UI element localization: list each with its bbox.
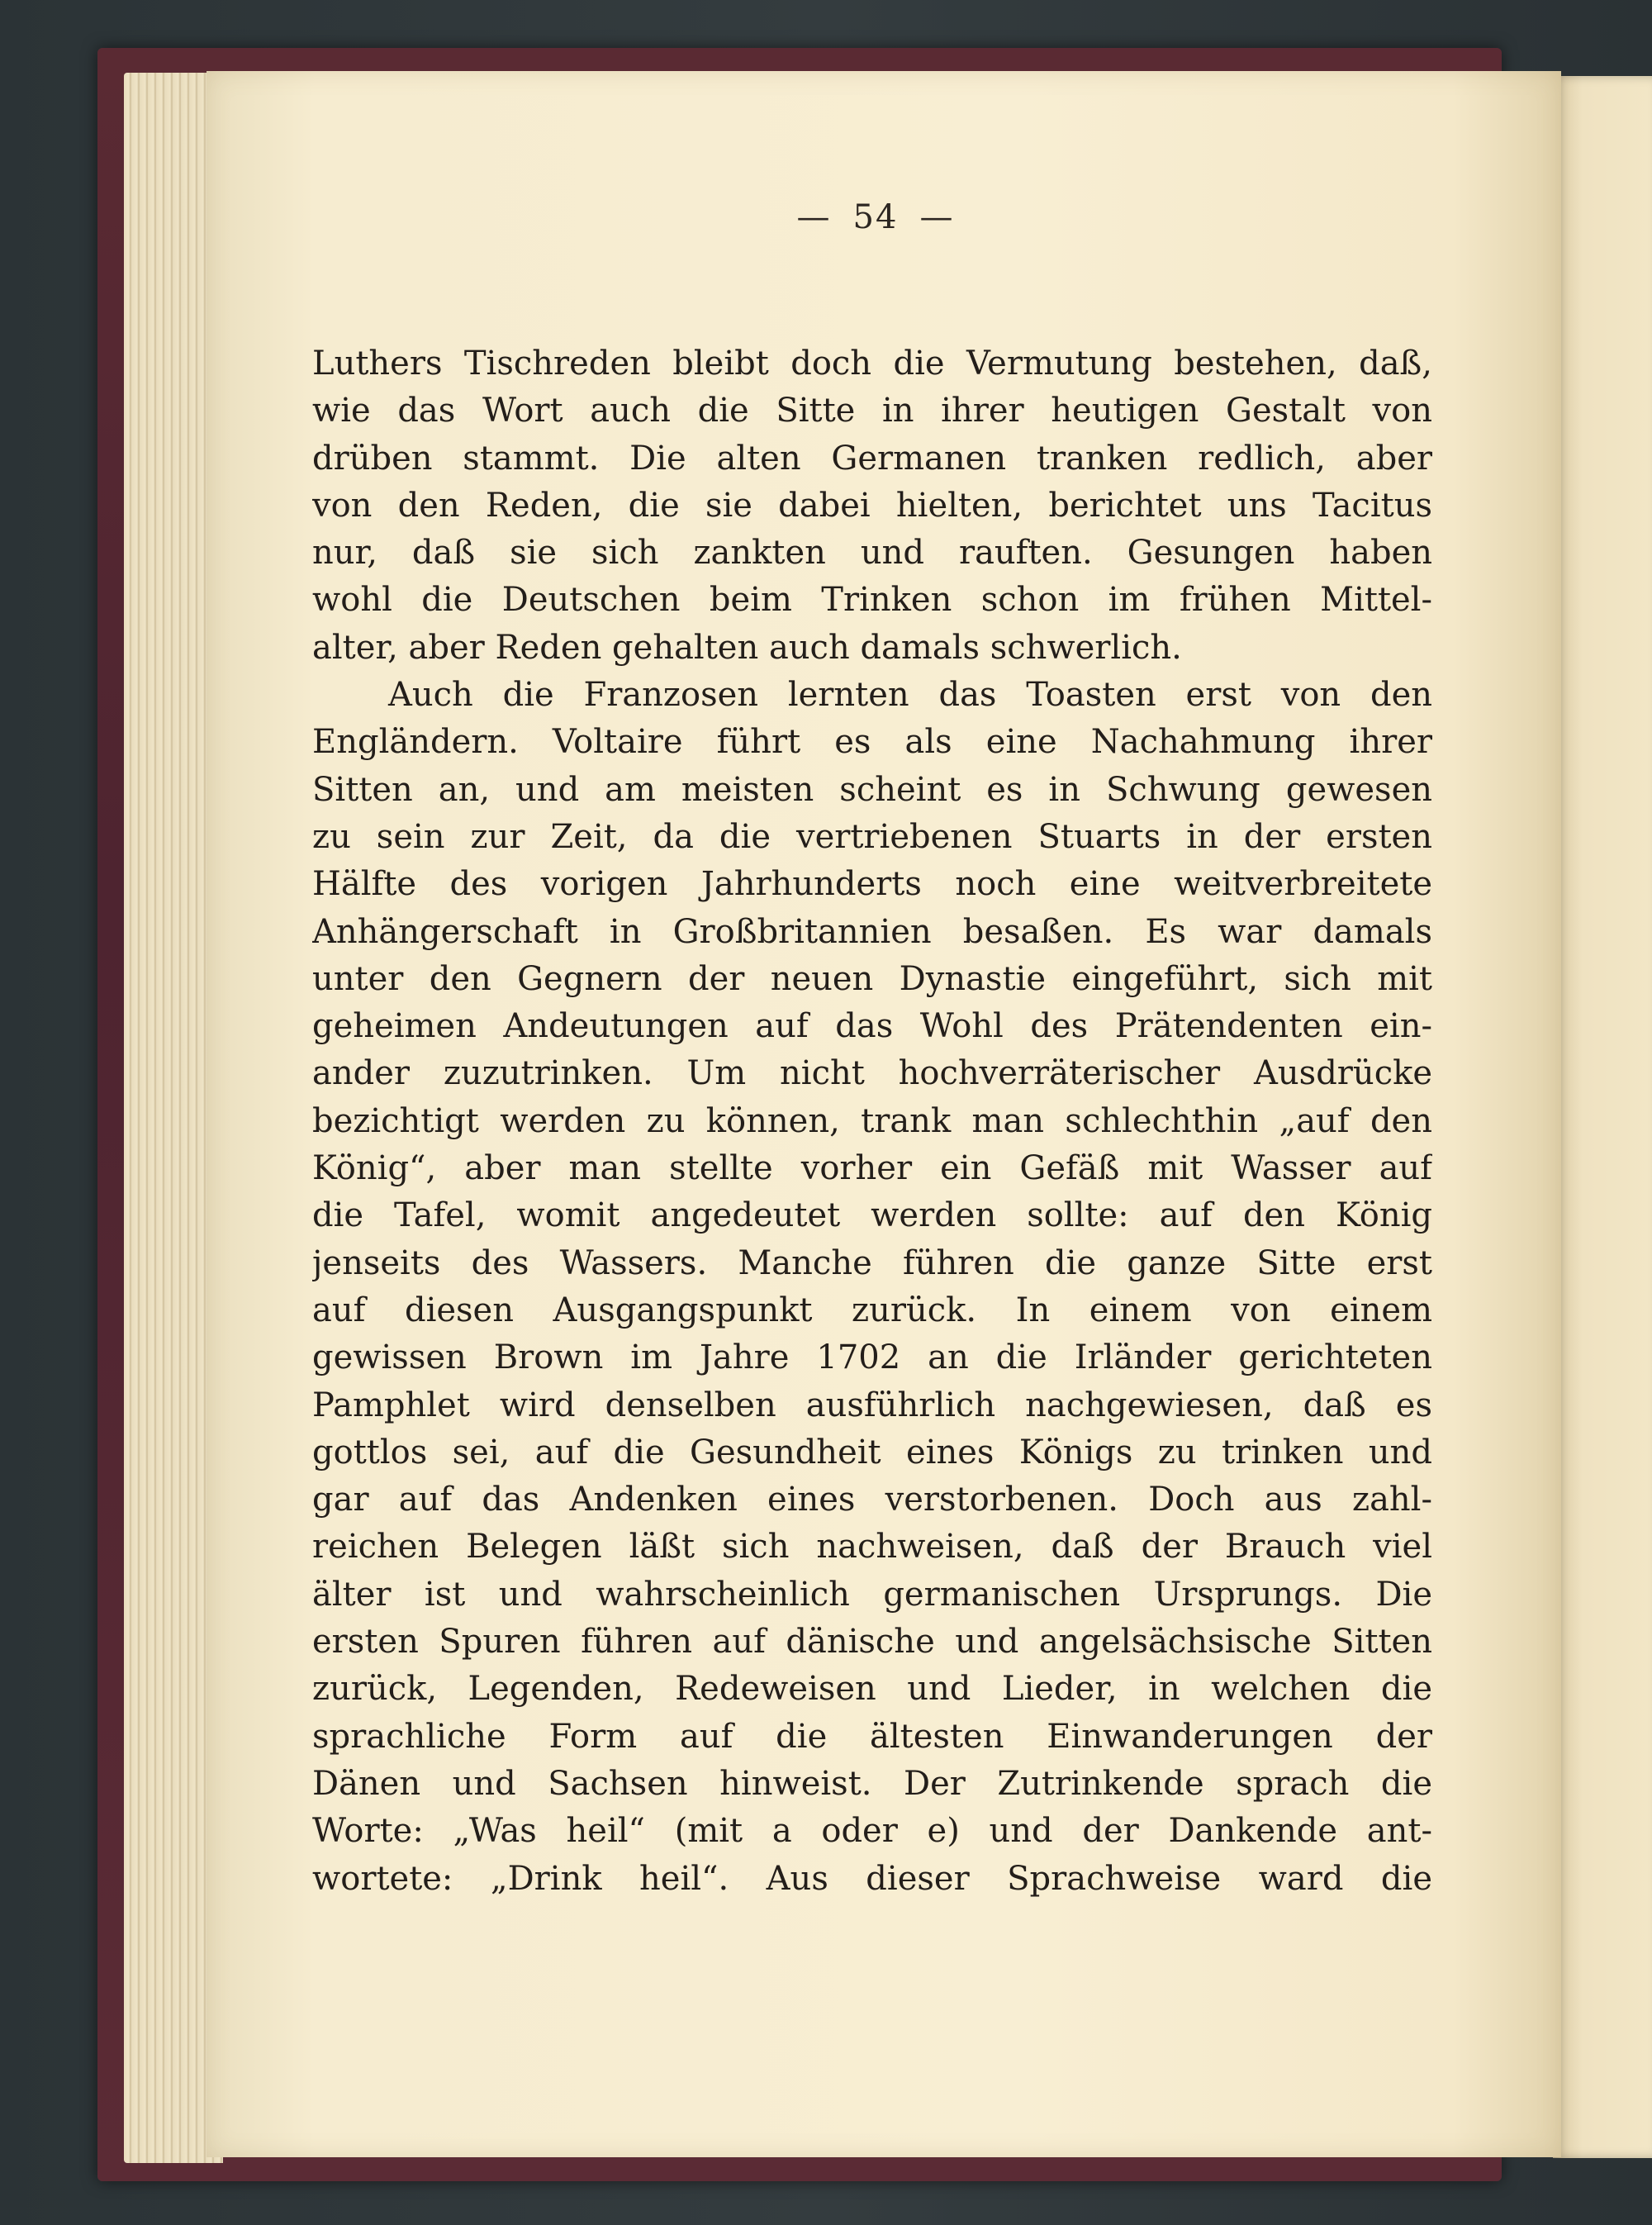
text-line: Anhängerschaft in Großbritannien besaßen. Es war damals	[312, 912, 1432, 951]
text-line: nur, daß sie sich zankten und rauften. Gesungen haben	[312, 534, 1432, 573]
text-line: älter ist und wahrscheinlich germanischen Ursprungs. Die	[312, 1575, 1432, 1614]
text-line: zurück, Legenden, Redeweisen und Lieder, in welchen die	[312, 1670, 1432, 1709]
text-line: König“, aber man stellte vorher ein Gefäß mit Wasser auf	[312, 1149, 1432, 1188]
text-line: Worte: „Was heil“ (mit a oder e) und der Dankende ant-	[312, 1812, 1432, 1851]
text-line: Auch die Franzosen lernten das Toasten erst von den	[388, 676, 1432, 715]
text-line: alter, aber Reden gehalten auch damals schwerlich.	[312, 628, 1182, 667]
text-line: Engländern. Voltaire führt es als eine Nachahmung ihrer	[312, 723, 1432, 762]
text-line: Pamphlet wird denselben ausführlich nachgewiesen, daß es	[312, 1386, 1432, 1424]
text-line: ersten Spuren führen auf dänische und angelsächsische Sitten	[312, 1623, 1432, 1662]
text-line: Sitten an, und am meisten scheint es in Schwung gewesen	[312, 770, 1432, 809]
text-line: Hälfte des vorigen Jahrhunderts noch eine weitverbreitete	[312, 865, 1432, 904]
text-line: zu sein zur Zeit, da die vertriebenen Stuarts in der ersten	[312, 817, 1432, 856]
text-line: reichen Belegen läßt sich nachweisen, daß der Brauch viel	[312, 1528, 1432, 1567]
dash-right: —	[919, 198, 955, 236]
text-line: die Tafel, womit angedeutet werden sollte: auf den König	[312, 1196, 1432, 1235]
text-line: von den Reden, die sie dabei hielten, berichtet uns Tacitus	[312, 486, 1432, 525]
text-line: auf diesen Ausgangspunkt zurück. In einem von einem	[312, 1291, 1432, 1329]
text-line: gottlos sei, auf die Gesundheit eines Königs zu trinken und	[312, 1433, 1432, 1471]
text-line: jenseits des Wassers. Manche führen die ganze Sitte erst	[312, 1243, 1432, 1282]
text-line: bezichtigt werden zu können, trank man schlechthin „auf den	[312, 1101, 1432, 1140]
text-line: wohl die Deutschen beim Trinken schon im frühen Mittel-	[312, 581, 1432, 620]
text-line: sprachliche Form auf die ältesten Einwanderungen der	[312, 1717, 1432, 1756]
body-text	[312, 340, 1432, 1903]
facing-page-edge	[1553, 76, 1652, 2158]
text-line: ander zuzutrinken. Um nicht hochverräterischer Ausdrücke	[312, 1054, 1432, 1093]
text-line: gewissen Brown im Jahre 1702 an die Irländer gerichteten	[312, 1338, 1432, 1377]
text-line: Dänen und Sachsen hinweist. Der Zutrinkende sprach die	[312, 1764, 1432, 1803]
page-number: 54	[852, 198, 899, 236]
text-line: unter den Gegnern der neuen Dynastie eingeführt, sich mit	[312, 959, 1432, 998]
text-line: wie das Wort auch die Sitte in ihrer heutigen Gestalt von	[312, 392, 1432, 430]
page-number-header	[50, 198, 1652, 236]
dash-left: —	[796, 198, 832, 236]
text-line: geheimen Andeutungen auf das Wohl des Prätendenten ein-	[312, 1007, 1432, 1046]
text-line: gar auf das Andenken eines verstorbenen. Doch aus zahl-	[312, 1481, 1432, 1519]
text-line: Luthers Tischreden bleibt doch die Vermutung bestehen, daß,	[312, 345, 1432, 383]
text-line: drüben stammt. Die alten Germanen tranken redlich, aber	[312, 439, 1432, 478]
text-line: wortete: „Drink heil“. Aus dieser Sprachweise ward die	[312, 1859, 1432, 1898]
